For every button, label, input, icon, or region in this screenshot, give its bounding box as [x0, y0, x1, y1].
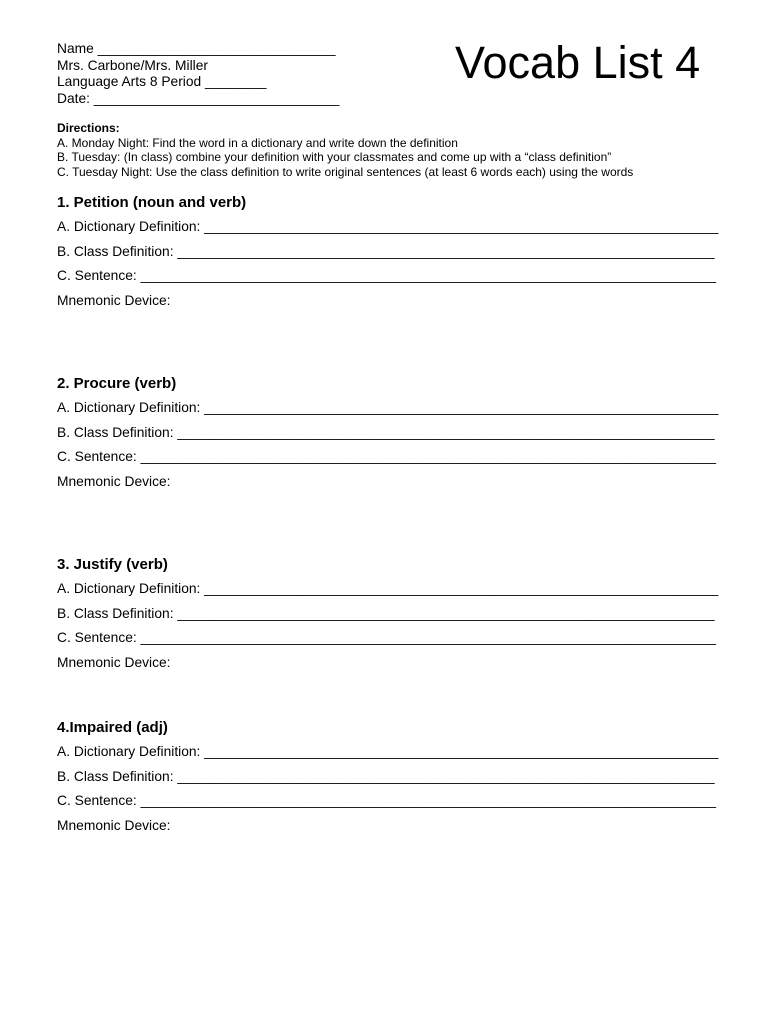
sentence-line: C. Sentence: ___________________________________________________________________________	[57, 449, 717, 465]
teachers-line: Mrs. Carbone/Mrs. Miller	[57, 57, 209, 73]
mnemonic-device-label: Mnemonic Device:	[57, 817, 171, 833]
date-line: Date: ________________________________	[57, 91, 340, 107]
dictionary-definition-line: A. Dictionary Definition: ___________________________________________________________________	[57, 219, 719, 235]
vocab-word-section	[57, 553, 747, 676]
dictionary-definition-line: A. Dictionary Definition: ___________________________________________________________________	[57, 581, 719, 597]
sentence-line: C. Sentence: ___________________________________________________________________________	[57, 268, 717, 284]
vocab-word-heading: 4.Impaired (adj)	[57, 718, 168, 736]
vocab-word-heading: 3. Justify (verb)	[57, 555, 168, 573]
mnemonic-device-label: Mnemonic Device:	[57, 654, 171, 670]
directions-heading: Directions:	[57, 121, 120, 135]
student-info-block	[57, 41, 339, 108]
class-definition-line: B. Class Definition: ______________________________________________________________________	[57, 605, 715, 621]
period-line: Language Arts 8 Period ________	[57, 74, 267, 90]
direction-item: B. Tuesday: (In class) combine your definition with your classmates and come up with a “class definition”	[57, 150, 612, 165]
directions-block	[57, 121, 633, 180]
sentence-line: C. Sentence: ___________________________________________________________________________	[57, 793, 717, 809]
mnemonic-device-label: Mnemonic Device:	[57, 292, 171, 308]
vocab-word-heading: 2. Procure (verb)	[57, 374, 177, 392]
class-definition-line: B. Class Definition: ______________________________________________________________________	[57, 243, 715, 259]
dictionary-definition-line: A. Dictionary Definition: ___________________________________________________________________	[57, 744, 719, 760]
page-title: Vocab List 4	[455, 37, 701, 88]
name-line: Name _______________________________	[57, 41, 336, 56]
mnemonic-device-label: Mnemonic Device:	[57, 473, 171, 489]
vocab-word-section	[57, 716, 747, 839]
dictionary-definition-line: A. Dictionary Definition: ___________________________________________________________________	[57, 400, 719, 416]
class-definition-line: B. Class Definition: ______________________________________________________________________	[57, 768, 715, 784]
direction-item: C. Tuesday Night: Use the class definition to write original sentences (at least 6 words each) using the words	[57, 165, 634, 180]
vocab-word-section	[57, 191, 747, 314]
vocab-word-section	[57, 372, 747, 495]
direction-item: A. Monday Night: Find the word in a dictionary and write down the definition	[57, 135, 458, 150]
class-definition-line: B. Class Definition: ______________________________________________________________________	[57, 424, 715, 440]
sentence-line: C. Sentence: ___________________________________________________________________________	[57, 630, 717, 646]
vocab-word-heading: 1. Petition (noun and verb)	[57, 193, 247, 211]
